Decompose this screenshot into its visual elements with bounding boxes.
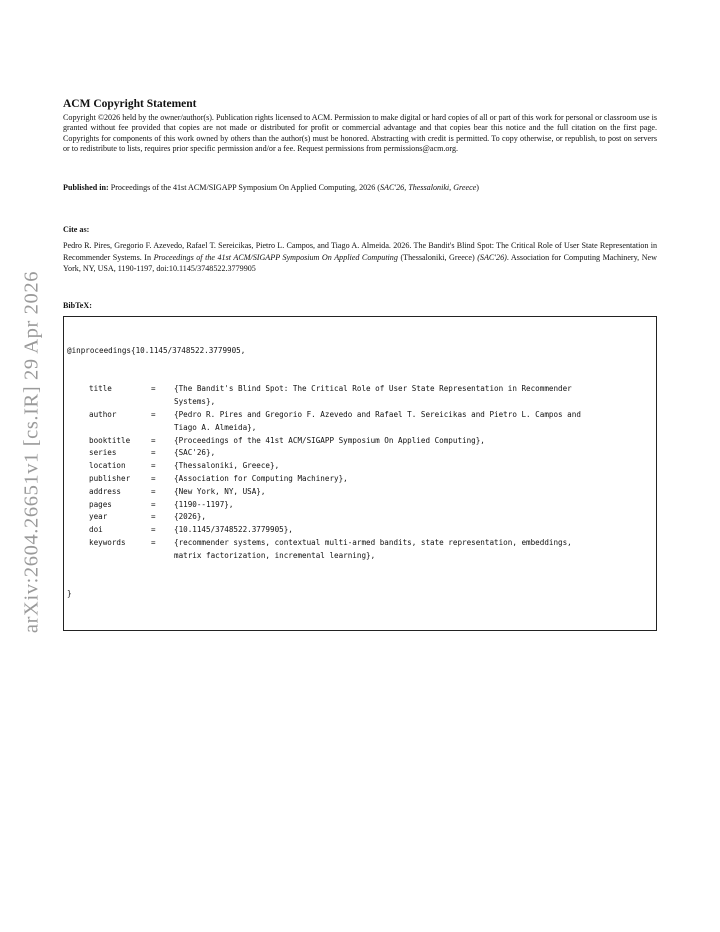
- bibtex-field-equals: =: [151, 499, 156, 509]
- citation-text: [63, 240, 657, 274]
- bibtex-field-key: author: [89, 410, 117, 420]
- bibtex-field-key: doi: [89, 525, 103, 535]
- bibtex-close: }: [67, 589, 72, 599]
- published-label: Published in:: [63, 182, 109, 192]
- bibtex-field: [67, 460, 653, 473]
- bibtex-field-key: year: [89, 512, 108, 522]
- bibtex-field-continuation: Systems},: [174, 397, 216, 407]
- bibtex-field-key: title: [89, 384, 112, 394]
- bibtex-field-continuation: matrix factorization, incremental learning},: [174, 550, 376, 560]
- bibtex-block: [63, 316, 657, 630]
- arxiv-side-stamp: arXiv:2604.26651v1 [cs.IR] 29 Apr 2026: [20, 270, 43, 634]
- bibtex-field: [67, 524, 653, 537]
- bibtex-field-continuation: Tiago A. Almeida},: [174, 422, 257, 432]
- bibtex-field: [67, 409, 653, 422]
- bibtex-field-key: pages: [89, 499, 112, 509]
- bibtex-field-key: publisher: [89, 474, 131, 484]
- bibtex-field-value: {Pedro R. Pires and Gregorio F. Azevedo and Rafael T. Sereicikas and Pietro L. Campos and: [174, 410, 581, 420]
- bibtex-field-value: {Association for Computing Machinery},: [174, 474, 348, 484]
- citation-proceedings: Proceedings of the 41st ACM/SIGAPP Symposium On Applied Computing: [153, 252, 398, 262]
- bibtex-field: [67, 447, 653, 460]
- citation-part3: . Association for Computing Machinery, New York, NY, USA, 1190-1197, doi:10.1145/3748522.3779905: [63, 252, 657, 273]
- citation-part2: (Thessaloniki, Greece): [397, 252, 478, 262]
- bibtex-field-key: address: [89, 486, 122, 496]
- bibtex-field-value: {recommender systems, contextual multi-armed bandits, state representation, embeddings,: [174, 538, 572, 547]
- bibtex-label: BibTeX:: [63, 301, 92, 311]
- bibtex-field: [67, 499, 653, 512]
- cite-label: Cite as:: [63, 225, 90, 235]
- bibtex-field-equals: =: [151, 474, 156, 484]
- bibtex-field-equals: =: [151, 384, 156, 394]
- bibtex-field-key: series: [89, 448, 117, 458]
- statement-text: Copyright ©2026 held by the owner/author(s). Publication rights licensed to ACM. Permission to make digital or hard copies of all or part of this work for personal or classroom use is granted without fee provided that copies are not made or distributed for profit or commercial advantage and that copies bear this notice and the full citation on the first page. Copyrights for components of this work owned by others than the author(s) must be honored. Abstracting with credit is permitted. To copy otherwise, or republish, to post on servers or to redistribute to lists, requires prior specific permission and/or a fee. Request permissions from permissions@acm.org.: [63, 113, 657, 154]
- bibtex-field-value: {SAC'26},: [174, 448, 216, 458]
- published-text: Proceedings of the 41st ACM/SIGAPP Symposium On Applied Computing, 2026 (: [110, 182, 380, 192]
- bibtex-field: [67, 486, 653, 499]
- bibtex-field-value: {New York, NY, USA},: [174, 486, 266, 496]
- bibtex-field-equals: =: [151, 538, 156, 547]
- citation-series: (SAC'26): [477, 252, 507, 262]
- published-venue: SAC'26, Thessaloniki, Greece: [379, 182, 477, 192]
- bibtex-fields: [67, 383, 653, 562]
- bibtex-field-value: {10.1145/3748522.3779905},: [174, 525, 293, 535]
- bibtex-field-equals: =: [151, 512, 156, 522]
- bibtex-field-equals: =: [151, 448, 156, 458]
- bibtex-field-value: {The Bandit's Blind Spot: The Critical Role of User State Representation in Recommender: [174, 384, 572, 394]
- bibtex-field-equals: =: [151, 435, 156, 445]
- copyright-page: [63, 98, 657, 631]
- bibtex-field-equals: =: [151, 461, 156, 471]
- bibtex-field-key: location: [89, 461, 126, 471]
- published-in: [63, 183, 657, 193]
- bibtex-field-key: keywords: [89, 538, 126, 547]
- bibtex-field: [67, 383, 653, 396]
- bibtex-field-value: {1190--1197},: [174, 499, 234, 509]
- bibtex-open: @inproceedings{10.1145/3748522.3779905,: [67, 346, 246, 356]
- bibtex-field-equals: =: [151, 486, 156, 496]
- bibtex-field-value: {2026},: [174, 512, 207, 522]
- statement-title: ACM Copyright Statement: [63, 98, 197, 110]
- bibtex-field-key: booktitle: [89, 435, 131, 445]
- bibtex-field: [67, 435, 653, 448]
- bibtex-field-equals: =: [151, 525, 156, 535]
- citation-part1: Pedro R. Pires, Gregorio F. Azevedo, Rafael T. Sereicikas, Pietro L. Campos, and Tiago A. Almeida. 2026. The Bandit's Blind Spot: The Critical Role of User State Representation in Recommender Systems. In: [63, 241, 657, 262]
- bibtex-field-value: {Thessaloniki, Greece},: [174, 461, 280, 471]
- bibtex-field-value: {Proceedings of the 41st ACM/SIGAPP Symposium On Applied Computing},: [174, 435, 485, 445]
- published-close: ): [476, 182, 479, 192]
- bibtex-field: [67, 473, 653, 486]
- bibtex-field-equals: =: [151, 410, 156, 420]
- bibtex-field: [67, 511, 653, 524]
- bibtex-field: [67, 537, 653, 550]
